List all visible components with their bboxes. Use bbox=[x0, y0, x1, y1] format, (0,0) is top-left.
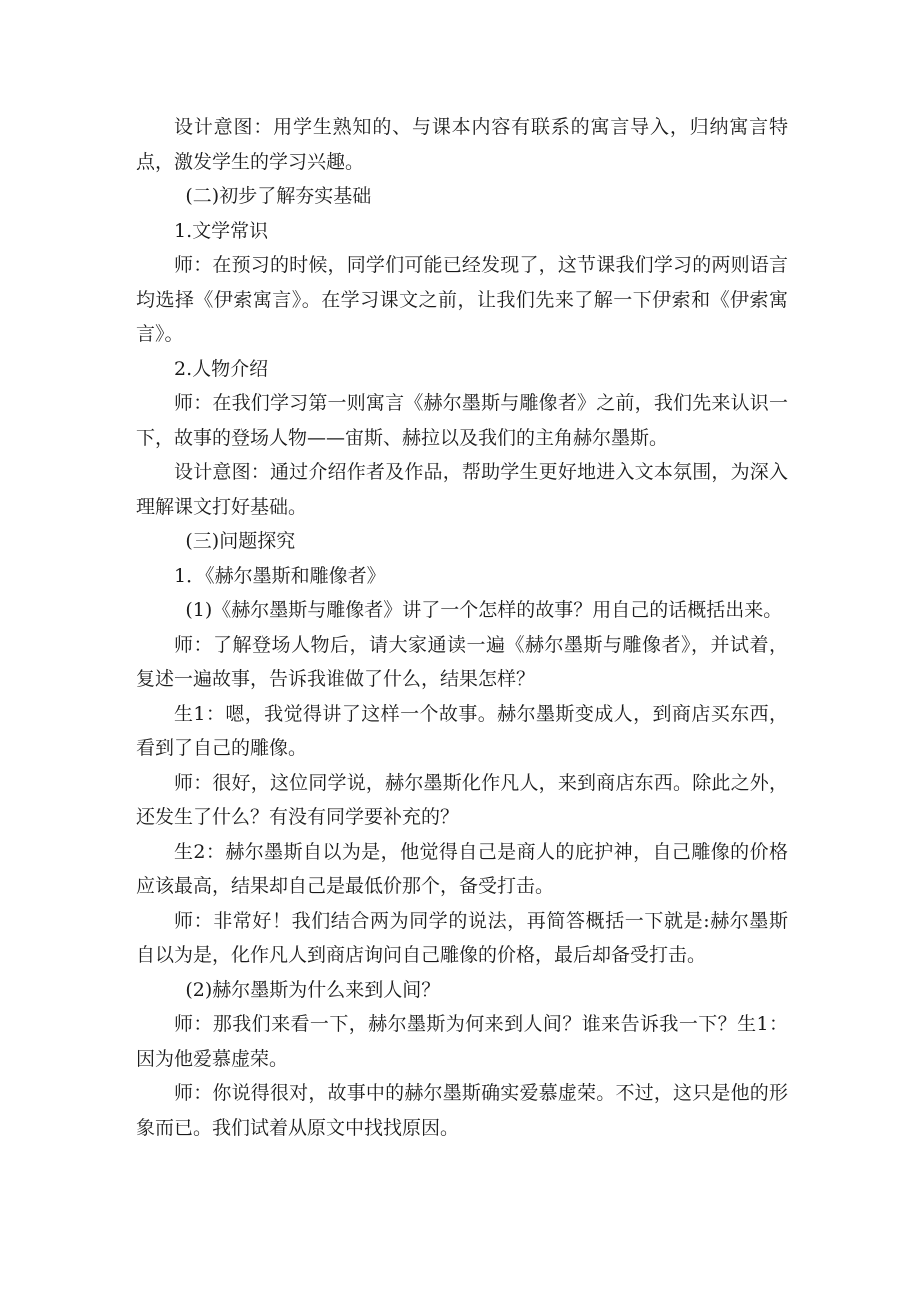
heading-character-intro: 2.人物介绍 bbox=[174, 357, 269, 380]
paragraph-student-2: 生2：赫尔墨斯自以为是，他觉得自己是商人的庇护神，自己雕像的价格应该最高，结果却自己是最低价那个，备受打击。 bbox=[136, 840, 788, 897]
heading-section-3: (三)问题探究 bbox=[185, 530, 296, 552]
heading-section-2: (二)初步了解夯实基础 bbox=[185, 185, 372, 207]
paragraph-teacher-why: 师：那我们来看一下，赫尔墨斯为何来到人间？谁来告诉我一下？生1：因为他爱慕虚荣。 bbox=[136, 1013, 788, 1070]
paragraph-teacher-vanity: 师：你说得很对，故事中的赫尔墨斯确实爱慕虚荣。不过，这只是他的形象而已。我们试着从原文中找找原因。 bbox=[136, 1082, 788, 1139]
question-2: (2)赫尔墨斯为什么来到人间？ bbox=[185, 978, 441, 1001]
paragraph-student-1: 生1：嗯，我觉得讲了这样一个故事。赫尔墨斯变成人，到商店买东西，看到了自己的雕像。 bbox=[136, 702, 788, 759]
document-body bbox=[136, 110, 788, 1145]
paragraph-design-intent-2: 设计意图：通过介绍作者及作品，帮助学生更好地进入文本氛围，为深入理解课文打好基础。 bbox=[136, 461, 788, 518]
paragraph-teacher-aesop: 师：在预习的时候，同学们可能已经发现了，这节课我们学习的两则语言均选择《伊索寓言》。在学习课文之前，让我们先来了解一下伊索和《伊索寓言》。 bbox=[136, 254, 788, 345]
heading-literary-knowledge: 1.文学常识 bbox=[174, 219, 269, 242]
question-1: (1)《赫尔墨斯与雕像者》讲了一个怎样的故事？用自己的话概括出来。 bbox=[185, 599, 783, 621]
paragraph-teacher-summary: 师：非常好！我们结合两为同学的说法，再简答概括一下就是:赫尔墨斯自以为是，化作凡人到商店询问自己雕像的价格，最后却备受打击。 bbox=[136, 909, 788, 966]
heading-hermes-sculptor: 1．《赫尔墨斯和雕像者》 bbox=[174, 564, 386, 587]
paragraph-design-intent-1: 设计意图：用学生熟知的、与课本内容有联系的寓言导入，归纳寓言特点，激发学生的学习兴趣。 bbox=[136, 116, 788, 173]
paragraph-teacher-good: 师：很好，这位同学说，赫尔墨斯化作凡人，来到商店东西。除此之外，还发生了什么？有没有同学要补充的？ bbox=[136, 771, 788, 828]
paragraph-teacher-characters: 师：在我们学习第一则寓言《赫尔墨斯与雕像者》之前，我们先来认识一下，故事的登场人物——宙斯、赫拉以及我们的主角赫尔墨斯。 bbox=[136, 392, 788, 449]
paragraph-teacher-read: 师：了解登场人物后，请大家通读一遍《赫尔墨斯与雕像者》，并试着，复述一遍故事，告诉我谁做了什么，结果怎样？ bbox=[136, 633, 788, 690]
